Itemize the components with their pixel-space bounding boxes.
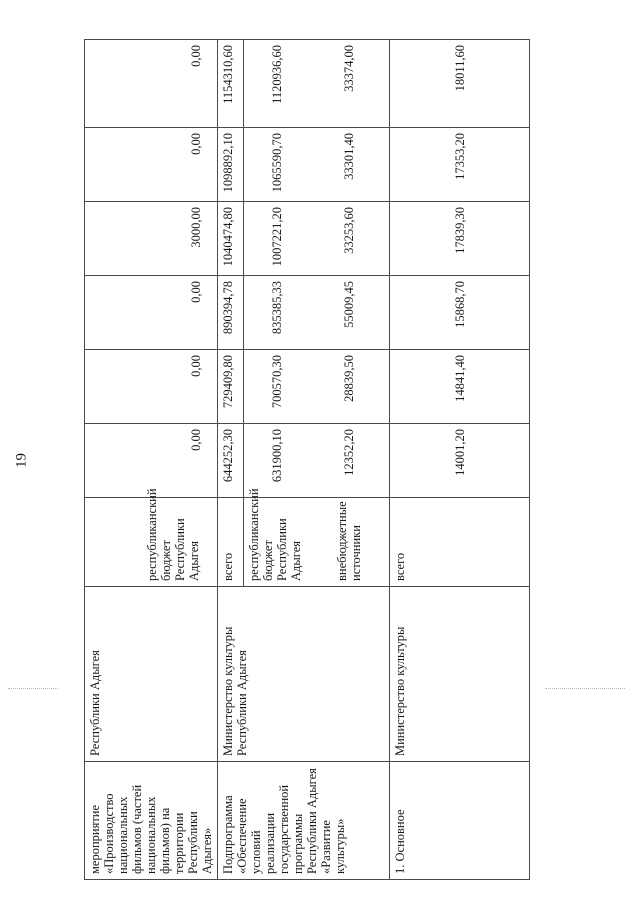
source-cell: внебюджетные источники <box>310 498 390 587</box>
measure-name-cell: 1. Основное <box>390 762 530 880</box>
table-row <box>218 40 244 880</box>
executor-cell: Республики Адыгея <box>85 587 218 762</box>
value-cell: 3000,00 <box>85 202 218 276</box>
value-cell: 15868,70 <box>390 276 530 350</box>
value-cell: 14001,20 <box>390 424 530 498</box>
value-cell: 631900,10 <box>244 424 310 498</box>
value-cell: 0,00 <box>85 128 218 202</box>
value-cell: 890394,78 <box>218 276 244 350</box>
value-cell: 12352,20 <box>310 424 390 498</box>
value-cell: 0,00 <box>85 276 218 350</box>
page-number: 19 <box>13 453 30 468</box>
table-row <box>85 40 218 880</box>
subprogram-name-cell: Подпрограмма «Обеспечение условий реализации государственной программы Республики Адыгея «Развитие культуры» <box>218 762 390 880</box>
rotated-budget-table <box>84 40 530 880</box>
source-cell: всего <box>390 498 530 587</box>
executor-cell: Министерство культуры Республики Адыгея <box>218 587 390 762</box>
value-cell: 17353,20 <box>390 128 530 202</box>
value-cell: 1007221,20 <box>244 202 310 276</box>
budget-table <box>84 39 530 880</box>
measure-name-cell: мероприятие «Производство национальных фильмов (частей национальных фильмов) на территории Республики Адыгея» <box>85 762 218 880</box>
source-cell: республиканский бюджет Республики Адыгея <box>244 498 310 587</box>
source-cell: республиканский бюджет Республики Адыгея <box>85 498 218 587</box>
value-cell: 33301,40 <box>310 128 390 202</box>
value-cell: 1154310,60 <box>218 40 244 128</box>
table-row <box>390 40 530 880</box>
value-cell: 55009,45 <box>310 276 390 350</box>
value-cell: 33374,00 <box>310 40 390 128</box>
value-cell: 1065590,70 <box>244 128 310 202</box>
value-cell: 1040474,80 <box>218 202 244 276</box>
value-cell: 729409,80 <box>218 350 244 424</box>
margin-dots <box>8 688 58 689</box>
value-cell: 0,00 <box>85 40 218 128</box>
value-cell: 1120936,60 <box>244 40 310 128</box>
value-cell: 0,00 <box>85 350 218 424</box>
value-cell: 14841,40 <box>390 350 530 424</box>
source-cell: всего <box>218 498 244 587</box>
margin-dots <box>545 688 625 689</box>
executor-cell: Министерство культуры <box>390 587 530 762</box>
value-cell: 700570,30 <box>244 350 310 424</box>
value-cell: 18011,60 <box>390 40 530 128</box>
value-cell: 835385,33 <box>244 276 310 350</box>
value-cell: 33253,60 <box>310 202 390 276</box>
value-cell: 28839,50 <box>310 350 390 424</box>
value-cell: 0,00 <box>85 424 218 498</box>
value-cell: 1098892,10 <box>218 128 244 202</box>
value-cell: 644252,30 <box>218 424 244 498</box>
value-cell: 17839,30 <box>390 202 530 276</box>
